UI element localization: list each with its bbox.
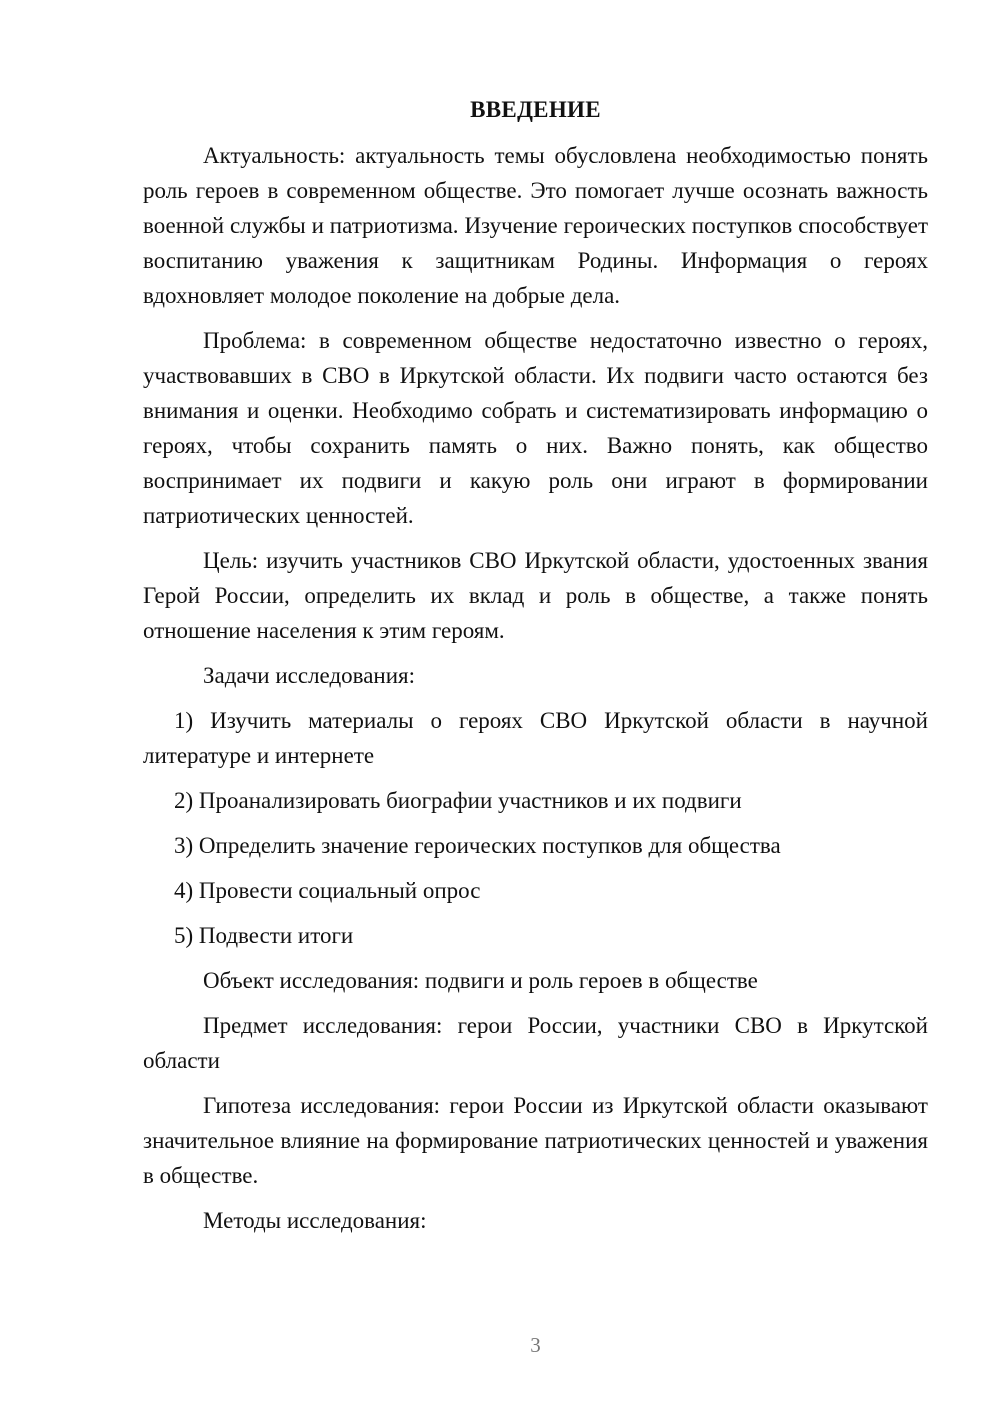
task-item-2: 2) Проанализировать биографии участников и их подвиги — [174, 788, 742, 813]
paragraph-methods: Методы исследования: — [203, 1208, 427, 1233]
paragraph-hypothesis: Гипотеза исследования: герои России из Иркутской области оказывают значительное влияние на формирование патриотических ценностей и уважения в обществе. — [143, 1093, 928, 1188]
paragraph-tasks-heading: Задачи исследования: — [203, 663, 416, 688]
section-title: ВВЕДЕНИЕ — [470, 97, 601, 122]
task-item-4: 4) Провести социальный опрос — [174, 878, 481, 903]
paragraph-subject: Предмет исследования: герои России, участники СВО в Иркутской области — [143, 1013, 928, 1073]
task-item-5: 5) Подвести итоги — [174, 923, 354, 948]
page-number: 3 — [530, 1333, 541, 1357]
paragraph-relevance: Актуальность: актуальность темы обусловлена необходимостью понять роль героев в современном обществе. Это помогает лучше осознать важность военной службы и патриотизма. Изучение героических поступков способствует воспитанию уважения к защитникам Родины. Информация о героях вдохновляет молодое поколение на добрые дела. — [143, 143, 928, 308]
paragraph-problem: Проблема: в современном обществе недостаточно известно о героях, участвовавших в СВО в Иркутской области. Их подвиги часто остаются без внимания и оценки. Необходимо собрать и систематизировать информацию о героях, чтобы сохранить память о них. Важно понять, как общество воспринимает их подвиги и какую роль они играют в формировании патриотических ценностей. — [143, 328, 928, 528]
paragraph-goal: Цель: изучить участников СВО Иркутской области, удостоенных звания Герой России, определить их вклад и роль в обществе, а также понять отношение населения к этим героям. — [143, 548, 928, 643]
paragraph-object: Объект исследования: подвиги и роль героев в обществе — [203, 968, 758, 993]
document-page — [143, 92, 928, 1248]
task-item-1: 1) Изучить материалы о героях СВО Иркутской области в научной литературе и интернете — [143, 708, 928, 768]
task-item-3: 3) Определить значение героических поступков для общества — [174, 833, 781, 858]
